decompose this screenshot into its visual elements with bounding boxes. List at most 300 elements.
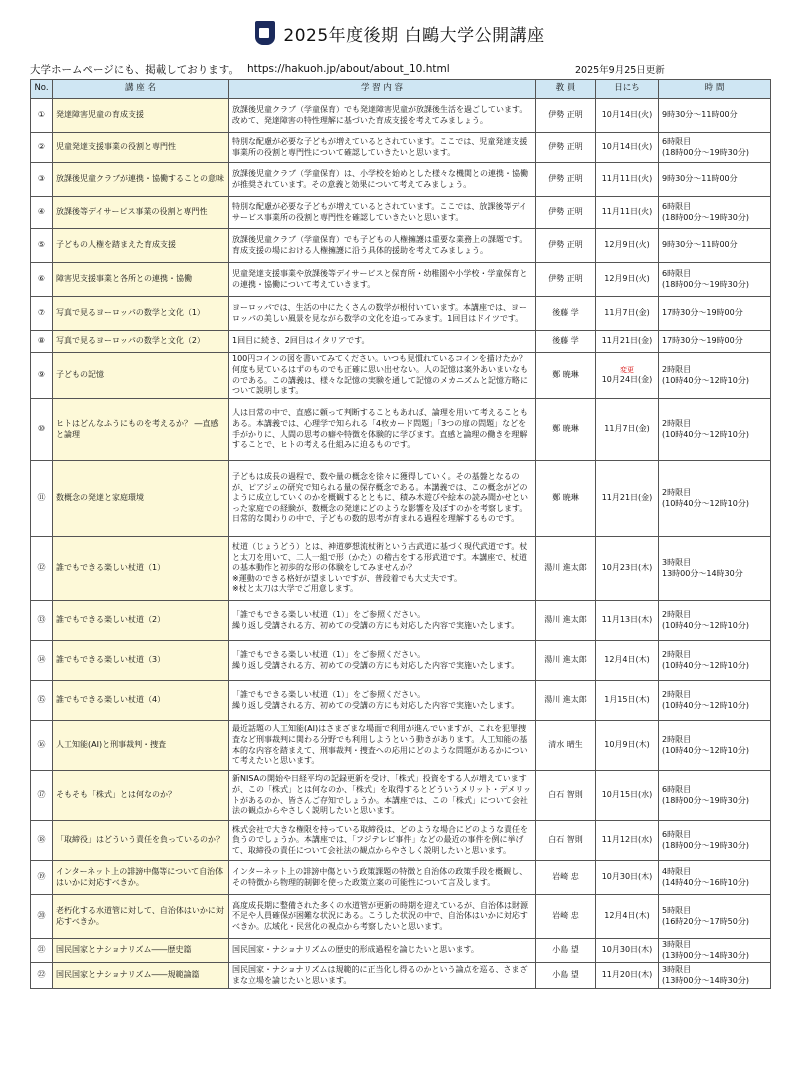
table-row (31, 399, 771, 461)
course-date (596, 939, 659, 963)
course-description (229, 963, 536, 989)
course-instructor (536, 461, 596, 537)
course-rows (31, 99, 771, 989)
course-instructor-text: 鄭 暁琳 (552, 424, 579, 434)
course-instructor (536, 353, 596, 399)
course-time-text: 3時限目 (13時00分～14時30分) (662, 965, 749, 985)
course-date-text: 11月11日(火) (601, 207, 653, 217)
table-row (31, 133, 771, 163)
course-time-text: 3時限目 (13時00分～14時30分) (662, 940, 749, 960)
course-time-text: 6時限目 (18時00分～19時30分) (662, 784, 749, 805)
course-instructor-text: 白石 智則 (548, 790, 583, 800)
course-description (229, 197, 536, 229)
course-instructor (536, 895, 596, 939)
course-time (659, 895, 771, 939)
course-name (53, 771, 229, 821)
course-date (596, 461, 659, 537)
course-name (53, 461, 229, 537)
course-name (53, 939, 229, 963)
course-name-text: 老朽化する水道管に対して、自治体はいかに対応すべきか。 (56, 905, 224, 926)
course-number (31, 461, 53, 537)
course-date (596, 895, 659, 939)
course-date (596, 353, 659, 399)
course-name (53, 721, 229, 771)
course-description (229, 133, 536, 163)
course-number-text: ⑪ (37, 493, 46, 503)
course-name-text: 誰でもできる楽しい杖道（3） (56, 655, 166, 665)
col-header-time: 時 間 (659, 80, 771, 99)
table-row (31, 353, 771, 399)
course-name (53, 99, 229, 133)
course-number-text: ⑧ (37, 336, 46, 346)
course-description (229, 331, 536, 353)
course-date-text: 10月30日(木) (601, 872, 653, 882)
course-description-text: 杖道（じょうどう）とは、神道夢想流杖術という古武道に基づく現代武道です。杖と太刀を用いて、二人一組で形（かた）の稽古をする形武道です。本講座で、杖道の基本動作と初歩的な形の体験をしてみませんか？ ※運動のできる格好が望ましいですが、普段着でも大丈夫です。 ※杖と太刀は大学でご用意します。 (232, 542, 528, 594)
course-description-text: 新NISAの開始や日経平均の記録更新を受け、「株式」投資をする人が増えていますが、この「株式」とは何なのか、「株式」を取得するとどういうメリット・デメリットがあるのか、皆さんご存知でしょうか。本講座では、この「株式」について会社法の観点からやさしく説明したいと思います。 (232, 774, 532, 816)
course-description-text: 子どもは成長の過程で、数や量の概念を徐々に獲得していく。その基盤となるのが、ピアジェの研究で知られる量の保存概念である。本講義では、この概念がどのように成立していくのかを概観するとともに、積み木遊びや絵本の読み聞かせといった家庭での経験が、数概念の発達にどのような影響を及ぼすのかを考察します。日常的な関わりの中で、子どもの数的思考が育まれる過程を理解するものです。 (232, 472, 528, 524)
course-number-text: ⑳ (37, 911, 46, 921)
course-name-text: 子どもの記憶 (56, 370, 104, 380)
course-instructor (536, 601, 596, 641)
course-description (229, 353, 536, 399)
course-time-text: 6時限目 (18時00分～19時30分) (662, 201, 749, 222)
course-date (596, 197, 659, 229)
course-time-text: 6時限目 (18時00分～19時30分) (662, 829, 749, 850)
course-date-text: 10月14日(火) (601, 142, 653, 152)
course-date-text: 12月9日(火) (604, 274, 650, 284)
course-name (53, 399, 229, 461)
course-date (596, 537, 659, 601)
course-date (596, 641, 659, 681)
course-name-text: 児童発達支援事業の役割と専門性 (56, 142, 176, 152)
course-time (659, 537, 771, 601)
course-number-text: ⑫ (37, 563, 46, 573)
course-date-text: 11月7日(金) (604, 308, 650, 318)
course-number-text: ⑦ (37, 308, 46, 318)
course-time (659, 939, 771, 963)
course-description-text: 1回目に続き、2回目はイタリアです。 (232, 336, 370, 346)
course-name-text: 誰でもできる楽しい杖道（4） (56, 695, 166, 705)
table-row (31, 861, 771, 895)
university-crest-icon (255, 21, 275, 45)
course-time (659, 771, 771, 821)
course-description (229, 721, 536, 771)
course-instructor-text: 鄭 暁琳 (552, 493, 579, 503)
course-number (31, 99, 53, 133)
table-row (31, 99, 771, 133)
course-number (31, 263, 53, 297)
course-time (659, 821, 771, 861)
table-row (31, 641, 771, 681)
course-time-text: 9時30分～11時00分 (662, 110, 738, 120)
course-time-text: 2時限目 (10時40分～12時10分) (662, 418, 749, 439)
course-instructor (536, 229, 596, 263)
course-name-text: ヒトはどんなふうにものを考えるか？ ―直感と論理 (56, 418, 219, 439)
course-date-text: 12月9日(火) (604, 240, 650, 250)
course-instructor-text: 伊勢 正明 (548, 142, 583, 152)
table-row (31, 197, 771, 229)
course-name-text: 障害児支援事業と各所との連携・協働 (56, 274, 192, 284)
course-instructor (536, 331, 596, 353)
course-number-text: ⑩ (37, 424, 46, 434)
course-instructor (536, 771, 596, 821)
course-description (229, 939, 536, 963)
course-date-text: 11月21日(金) (601, 493, 653, 503)
course-number-text: ㉒ (37, 970, 46, 980)
course-date (596, 163, 659, 197)
course-number (31, 681, 53, 721)
course-instructor (536, 537, 596, 601)
course-number (31, 197, 53, 229)
table-row (31, 721, 771, 771)
course-number (31, 895, 53, 939)
course-number-text: ④ (37, 207, 46, 217)
course-instructor (536, 641, 596, 681)
course-number-text: ㉑ (37, 945, 46, 955)
course-description-text: 「誰でもできる楽しい杖道（1）」をご参照ください。 繰り返し受講される方、初めての受講の方にも対応した内容で実施いたします。 (232, 649, 520, 670)
col-header-instructor: 教 員 (536, 80, 596, 99)
course-date-text: 10月15日(水) (601, 790, 653, 800)
course-time (659, 641, 771, 681)
course-description (229, 771, 536, 821)
course-number-text: ⑱ (37, 835, 46, 845)
course-description-text: 特別な配慮が必要な子どもが増えているとされています。ここでは、児童発達支援事業所の役割と専門性について確認していきたいと思います。 (232, 136, 528, 157)
course-name (53, 331, 229, 353)
course-date-text: 12月4日(木) (604, 655, 650, 665)
course-instructor (536, 681, 596, 721)
course-instructor-text: 湯川 進太郎 (544, 615, 587, 625)
course-description (229, 163, 536, 197)
course-instructor (536, 399, 596, 461)
course-instructor (536, 133, 596, 163)
course-time (659, 721, 771, 771)
course-date (596, 861, 659, 895)
course-instructor (536, 821, 596, 861)
course-instructor-text: 鄭 暁琳 (552, 370, 579, 380)
course-number-text: ⑲ (37, 872, 46, 882)
page-title (0, 18, 800, 48)
course-instructor-text: 伊勢 正明 (548, 174, 583, 184)
course-instructor-text: 後藤 学 (552, 308, 579, 318)
course-name (53, 297, 229, 331)
course-description (229, 861, 536, 895)
col-header-no: No. (31, 80, 53, 99)
course-number-text: ⑮ (37, 695, 46, 705)
course-instructor-text: 岩崎 忠 (552, 911, 579, 921)
course-time-text: 9時30分～11時00分 (662, 174, 738, 184)
course-number (31, 721, 53, 771)
course-time (659, 263, 771, 297)
course-number-text: ⑯ (37, 740, 46, 750)
course-description-text: ヨーロッパでは、生活の中にたくさんの数学が根付いています。本講座では、ヨーロッパの美しい風景を見ながら数学の文化を追ってみます。1回目はドイツです。 (232, 302, 528, 323)
course-description (229, 461, 536, 537)
course-instructor-text: 小島 望 (552, 970, 579, 980)
table-row (31, 601, 771, 641)
course-instructor-text: 小島 望 (552, 945, 579, 955)
course-date-text: 10月23日(木) (601, 563, 653, 573)
course-description-text: 児童発達支援事業や放課後等デイサービスと保育所・幼稚園や小学校・学童保育との連携・協働について考えていきます。 (232, 268, 528, 289)
course-description-text: 国民国家・ナショナリズムの歴史的形成過程を論じたいと思います。 (232, 945, 479, 955)
course-date (596, 297, 659, 331)
course-date-text: 10月30日(木) (601, 945, 653, 955)
course-description-text: 放課後児童クラブ（学童保育）でも発達障害児童が放課後生活を過ごしています。改めて、発達障害の特性理解に基づいた育成支援を考えてみましょう。 (232, 104, 528, 125)
course-number (31, 641, 53, 681)
course-description-text: 国民国家・ナショナリズムは規範的に正当化し得るのかという論点を巡る、さまざまな立場を論じたいと思います。 (232, 965, 528, 985)
course-number (31, 537, 53, 601)
table-row (31, 895, 771, 939)
course-name (53, 353, 229, 399)
course-description-text: 放課後児童クラブ（学童保育）でも子どもの人権擁護は重要な業務上の課題です。育成支援の場における人権擁護に沿う具体的援助を考えてみましょう。 (232, 234, 528, 255)
table-row (31, 681, 771, 721)
col-header-date: 日にち (596, 80, 659, 99)
course-number (31, 939, 53, 963)
course-instructor (536, 99, 596, 133)
table-row (31, 163, 771, 197)
course-date (596, 821, 659, 861)
course-date (596, 771, 659, 821)
course-time-text: 6時限目 (18時00分～19時30分) (662, 136, 749, 157)
course-time-text: 5時限目 (16時20分～17時50分) (662, 905, 749, 926)
course-time (659, 99, 771, 133)
course-number (31, 771, 53, 821)
course-date (596, 229, 659, 263)
course-name-text: 放課後児童クラブが連携・協働することの意味 (56, 174, 224, 184)
course-name-text: 発達障害児童の育成支援 (56, 110, 144, 120)
course-time (659, 229, 771, 263)
course-instructor-text: 湯川 進太郎 (544, 695, 587, 705)
table-row (31, 331, 771, 353)
course-description (229, 99, 536, 133)
course-number (31, 133, 53, 163)
course-number (31, 163, 53, 197)
course-time (659, 681, 771, 721)
course-time-text: 9時30分～11時00分 (662, 240, 738, 250)
course-name-text: 人工知能(AI)と刑事裁判・捜査 (56, 740, 167, 750)
course-description (229, 297, 536, 331)
course-instructor-text: 湯川 進太郎 (544, 563, 587, 573)
course-time-text: 3時限目 13時00分～14時30分 (662, 557, 743, 578)
course-date-text: 10月24日(金) (601, 374, 653, 384)
course-time-text: 17時30分～19時00分 (662, 336, 743, 346)
course-description (229, 821, 536, 861)
course-description (229, 229, 536, 263)
col-header-desc: 学 習 内 容 (229, 80, 536, 99)
course-date (596, 721, 659, 771)
course-instructor-text: 後藤 学 (552, 336, 579, 346)
course-name-text: 誰でもできる楽しい杖道（2） (56, 615, 166, 625)
course-description-text: 最近話題の人工知能(AI)はさまざまな場面で利用が進んでいますが、これを犯罪捜査など刑事裁判に関わる分野でも利用しようという動きがあります。人工知能の基本的な内容を踏まえて、刑事裁判・捜査への応用にどのような問題があるかについて考えたいと思います。 (232, 724, 528, 766)
course-date-text: 11月7日(金) (604, 424, 650, 434)
course-instructor-text: 伊勢 正明 (548, 207, 583, 217)
homepage-notice: 大学ホームページにも、掲載しております。 (30, 63, 239, 76)
date-changed-badge: 変更 (620, 365, 634, 374)
course-instructor (536, 297, 596, 331)
course-name-text: 数概念の発達と家庭環境 (56, 493, 144, 503)
course-instructor-text: 伊勢 正明 (548, 274, 583, 284)
course-name-text: 写真で見るヨーロッパの数学と文化（2） (56, 336, 205, 346)
course-description (229, 263, 536, 297)
course-number (31, 861, 53, 895)
homepage-link[interactable]: https://hakuoh.jp/about/about_10.html (246, 63, 450, 75)
course-time-text: 2時限目 (10時40分～12時10分) (662, 734, 749, 755)
table-row (31, 821, 771, 861)
course-name (53, 861, 229, 895)
course-instructor-text: 白石 智則 (548, 835, 583, 845)
course-time-text: 6時限目 (18時00分～19時30分) (662, 268, 749, 289)
course-number (31, 353, 53, 399)
course-description-text: 高度成長期に整備された多くの水道管が更新の時期を迎えているが、自治体は財源不足や人員確保が困難な状況にある。こうした状況の中で、自治体はいかに対応すべきか。広域化・民営化の視点から考察したいと思います。 (232, 900, 528, 931)
course-name (53, 537, 229, 601)
course-time (659, 861, 771, 895)
course-number (31, 297, 53, 331)
col-header-name: 講 座 名 (53, 80, 229, 99)
course-instructor (536, 939, 596, 963)
course-name-text: インターネット上の誹謗中傷等について自治体はいかに対応すべきか。 (56, 866, 224, 887)
table-row (31, 771, 771, 821)
course-number-text: ⑭ (37, 655, 46, 665)
course-time (659, 331, 771, 353)
course-number-text: ⑥ (37, 274, 46, 284)
course-name (53, 229, 229, 263)
course-number-text: ② (37, 142, 46, 152)
course-time-text: 2時限目 (10時40分～12時10分) (662, 689, 749, 710)
course-name-text: 国民国家とナショナリズム――規範論篇 (56, 970, 200, 980)
course-date-text: 11月11日(火) (601, 174, 653, 184)
course-time (659, 399, 771, 461)
course-description (229, 601, 536, 641)
course-time (659, 133, 771, 163)
course-date-text: 10月9日(木) (604, 740, 650, 750)
course-description (229, 641, 536, 681)
course-name-text: 誰でもできる楽しい杖道（1） (56, 563, 166, 573)
course-number (31, 331, 53, 353)
course-number-text: ⑬ (37, 615, 46, 625)
course-description (229, 537, 536, 601)
course-date (596, 99, 659, 133)
info-line (30, 60, 770, 78)
table-row (31, 297, 771, 331)
table-row (31, 537, 771, 601)
course-date (596, 331, 659, 353)
course-name (53, 895, 229, 939)
course-description (229, 895, 536, 939)
course-name (53, 641, 229, 681)
course-instructor-text: 湯川 進太郎 (544, 655, 587, 665)
course-date (596, 263, 659, 297)
course-time (659, 461, 771, 537)
course-time (659, 353, 771, 399)
course-name (53, 163, 229, 197)
course-name-text: 「取締役」はどういう責任を負っているのか？ (56, 835, 224, 845)
course-time-text: 2時限目 (10時40分～12時10分) (662, 487, 749, 508)
course-time (659, 163, 771, 197)
course-description-text: 株式会社で大きな権限を持っている取締役は、どのような場合にどのような責任を負うのでしょうか。本講座では、「フジテレビ事件」などの最近の事件を例に挙げて、取締役の責任について会社法の観点からやさしく説明したいと思います。 (232, 824, 528, 855)
course-name (53, 263, 229, 297)
course-description-text: 100円コインの図を書いてみてください。いつも見慣れているコインを描けたか？何度も見ているはずのものでも正確に思い出せない。人の記憶は案外あいまいなものである。この講義は、様々な記憶の実験を通して記憶のメカニズムと記憶方略について説明します。 (232, 354, 528, 396)
course-date (596, 681, 659, 721)
course-time-text: 2時限目 (10時40分～12時10分) (662, 649, 749, 670)
course-date-text: 1月15日(木) (604, 695, 650, 705)
course-number (31, 399, 53, 461)
course-name-text: 放課後等デイサービス事業の役割と専門性 (56, 207, 208, 217)
course-instructor-text: 伊勢 正明 (548, 240, 583, 250)
course-instructor-text: 岩崎 忠 (552, 872, 579, 882)
course-number-text: ① (37, 110, 46, 120)
course-time (659, 197, 771, 229)
course-description-text: インターネット上の誹謗中傷という政策課題の特徴と自治体の政策手段を概観し、その特徴から物理的制御を使った政策立案の可能性について言及します。 (232, 866, 528, 887)
course-name (53, 133, 229, 163)
table-row (31, 963, 771, 989)
course-time-text: 17時30分～19時00分 (662, 308, 743, 318)
course-name-text: 写真で見るヨーロッパの数学と文化（1） (56, 308, 205, 318)
course-name-text: 国民国家とナショナリズム――歴史篇 (56, 945, 192, 955)
course-time (659, 963, 771, 989)
course-date-text: 11月13日(木) (601, 615, 653, 625)
course-instructor-text: 清水 晴生 (548, 740, 583, 750)
course-time-text: 2時限目 (10時40分～12時10分) (662, 609, 749, 630)
course-time (659, 297, 771, 331)
table-row (31, 461, 771, 537)
course-number (31, 821, 53, 861)
course-instructor-text: 伊勢 正明 (548, 110, 583, 120)
course-description-text: 放課後児童クラブ（学童保育）は、小学校を始めとした様々な機関との連携・協働が推奨されています。その意義と効果について考えてみましょう。 (232, 168, 528, 189)
course-instructor (536, 861, 596, 895)
course-number-text: ⑤ (37, 240, 46, 250)
course-number-text: ⑰ (37, 790, 46, 800)
course-number (31, 963, 53, 989)
course-date-text: 11月20日(木) (601, 970, 653, 980)
course-name (53, 197, 229, 229)
course-description-text: 特別な配慮が必要な子どもが増えているとされています。ここでは、放課後等デイサービス事業所の役割と専門性を確認していきたいと思います。 (232, 201, 527, 222)
course-instructor (536, 163, 596, 197)
course-name-text: そもそも「株式」とは何なのか？ (56, 790, 176, 800)
course-date-text: 10月14日(火) (601, 110, 653, 120)
course-date-text: 12月4日(木) (604, 911, 650, 921)
table-row (31, 939, 771, 963)
course-date-text: 11月21日(金) (601, 336, 653, 346)
course-instructor (536, 197, 596, 229)
course-instructor (536, 263, 596, 297)
course-name (53, 821, 229, 861)
course-time-text: 2時限目 (10時40分～12時10分) (662, 364, 749, 385)
course-number (31, 601, 53, 641)
course-description (229, 681, 536, 721)
table-row (31, 229, 771, 263)
updated-date: 2025年9月25日更新 (575, 65, 665, 76)
course-date (596, 963, 659, 989)
course-date (596, 601, 659, 641)
course-description-text: 「誰でもできる楽しい杖道（1）」をご参照ください。 繰り返し受講される方、初めての受講の方にも対応した内容で実施いたします。 (232, 609, 520, 630)
table-header-row (31, 80, 771, 99)
course-description-text: 「誰でもできる楽しい杖道（1）」をご参照ください。 繰り返し受講される方、初めての受講の方にも対応した内容で実施いたします。 (232, 689, 520, 710)
course-description (229, 399, 536, 461)
course-name (53, 681, 229, 721)
course-time-text: 4時限目 (14時40分～16時10分) (662, 866, 749, 887)
course-number-text: ③ (37, 174, 46, 184)
course-date (596, 399, 659, 461)
course-description-text: 人は日常の中で、直感に頼って判断することもあれば、論理を用いて考えることもある。本講義では、心理学で知られる「4枚カード問題」「3つの扉の問題」などを手がかりに、人間の思考の癖や特徴を体験的に学びます。直感と論理の働きを理解することで、ヒトの考える仕組みに迫るものです。 (232, 408, 528, 450)
table-row (31, 263, 771, 297)
course-date (596, 133, 659, 163)
course-time (659, 601, 771, 641)
course-name-text: 子どもの人権を踏まえた育成支援 (56, 240, 176, 250)
course-instructor (536, 963, 596, 989)
course-number (31, 229, 53, 263)
course-name (53, 601, 229, 641)
course-name (53, 963, 229, 989)
course-number-text: ⑨ (37, 370, 46, 380)
course-table (30, 79, 771, 989)
